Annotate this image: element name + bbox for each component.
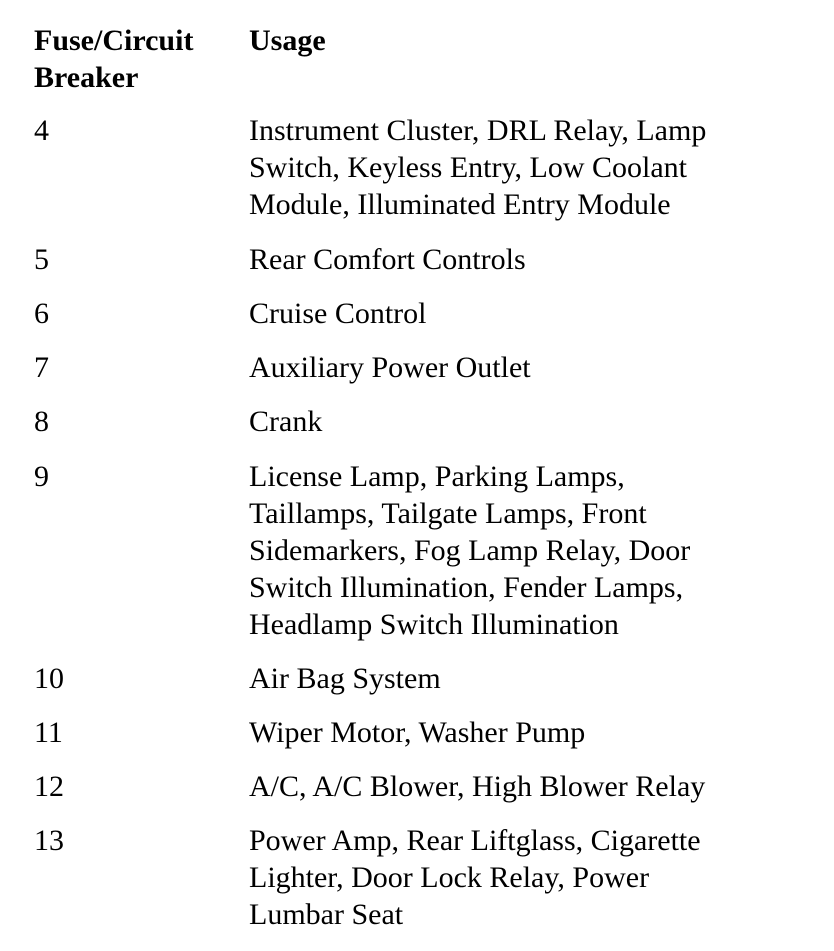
fuse-number: 4 xyxy=(34,114,49,147)
usage-line: Cruise Control xyxy=(249,297,427,330)
usage-line: Rear Comfort Controls xyxy=(249,243,526,276)
usage-line: Module, Illuminated Entry Module xyxy=(249,188,671,221)
usage-line: A/C, A/C Blower, High Blower Relay xyxy=(249,770,706,803)
usage-line: Power Amp, Rear Liftglass, Cigarette xyxy=(249,824,701,857)
fuse-number: 9 xyxy=(34,460,49,493)
usage-line: Lighter, Door Lock Relay, Power xyxy=(249,861,650,894)
usage-text xyxy=(249,241,769,278)
usage-text xyxy=(249,822,769,933)
usage-line: Instrument Cluster, DRL Relay, Lamp xyxy=(249,114,707,147)
fuse-number: 7 xyxy=(34,351,49,384)
usage-text xyxy=(249,349,769,386)
fuse-header-line-2: Breaker xyxy=(34,61,139,94)
usage-text xyxy=(249,403,769,440)
fuse-number: 10 xyxy=(34,662,64,695)
usage-text xyxy=(249,714,769,751)
usage-line: Wiper Motor, Washer Pump xyxy=(249,716,586,749)
usage-line: Lumbar Seat xyxy=(249,898,404,931)
fuse-number: 8 xyxy=(34,405,49,438)
table-header xyxy=(0,22,834,102)
fuse-column-header xyxy=(34,22,234,96)
usage-text xyxy=(249,112,769,223)
fuse-number: 6 xyxy=(34,297,49,330)
usage-line: Crank xyxy=(249,405,323,438)
usage-line: Taillamps, Tailgate Lamps, Front xyxy=(249,497,647,530)
usage-text xyxy=(249,295,769,332)
fuse-number: 13 xyxy=(34,824,64,857)
usage-line: Auxiliary Power Outlet xyxy=(249,351,531,384)
fuse-number: 12 xyxy=(34,770,64,803)
usage-text xyxy=(249,458,769,643)
usage-column-header: Usage xyxy=(249,24,326,57)
usage-text xyxy=(249,768,769,805)
usage-line: Switch, Keyless Entry, Low Coolant xyxy=(249,151,688,184)
usage-line: Headlamp Switch Illumination xyxy=(249,608,619,641)
usage-line: Sidemarkers, Fog Lamp Relay, Door xyxy=(249,534,691,567)
usage-text xyxy=(249,660,769,697)
usage-line: Air Bag System xyxy=(249,662,441,695)
fuse-header-line-1: Fuse/Circuit xyxy=(34,24,194,57)
usage-line: License Lamp, Parking Lamps, xyxy=(249,460,625,493)
usage-line: Switch Illumination, Fender Lamps, xyxy=(249,571,684,604)
fuse-number: 11 xyxy=(34,716,63,749)
fuse-number: 5 xyxy=(34,243,49,276)
